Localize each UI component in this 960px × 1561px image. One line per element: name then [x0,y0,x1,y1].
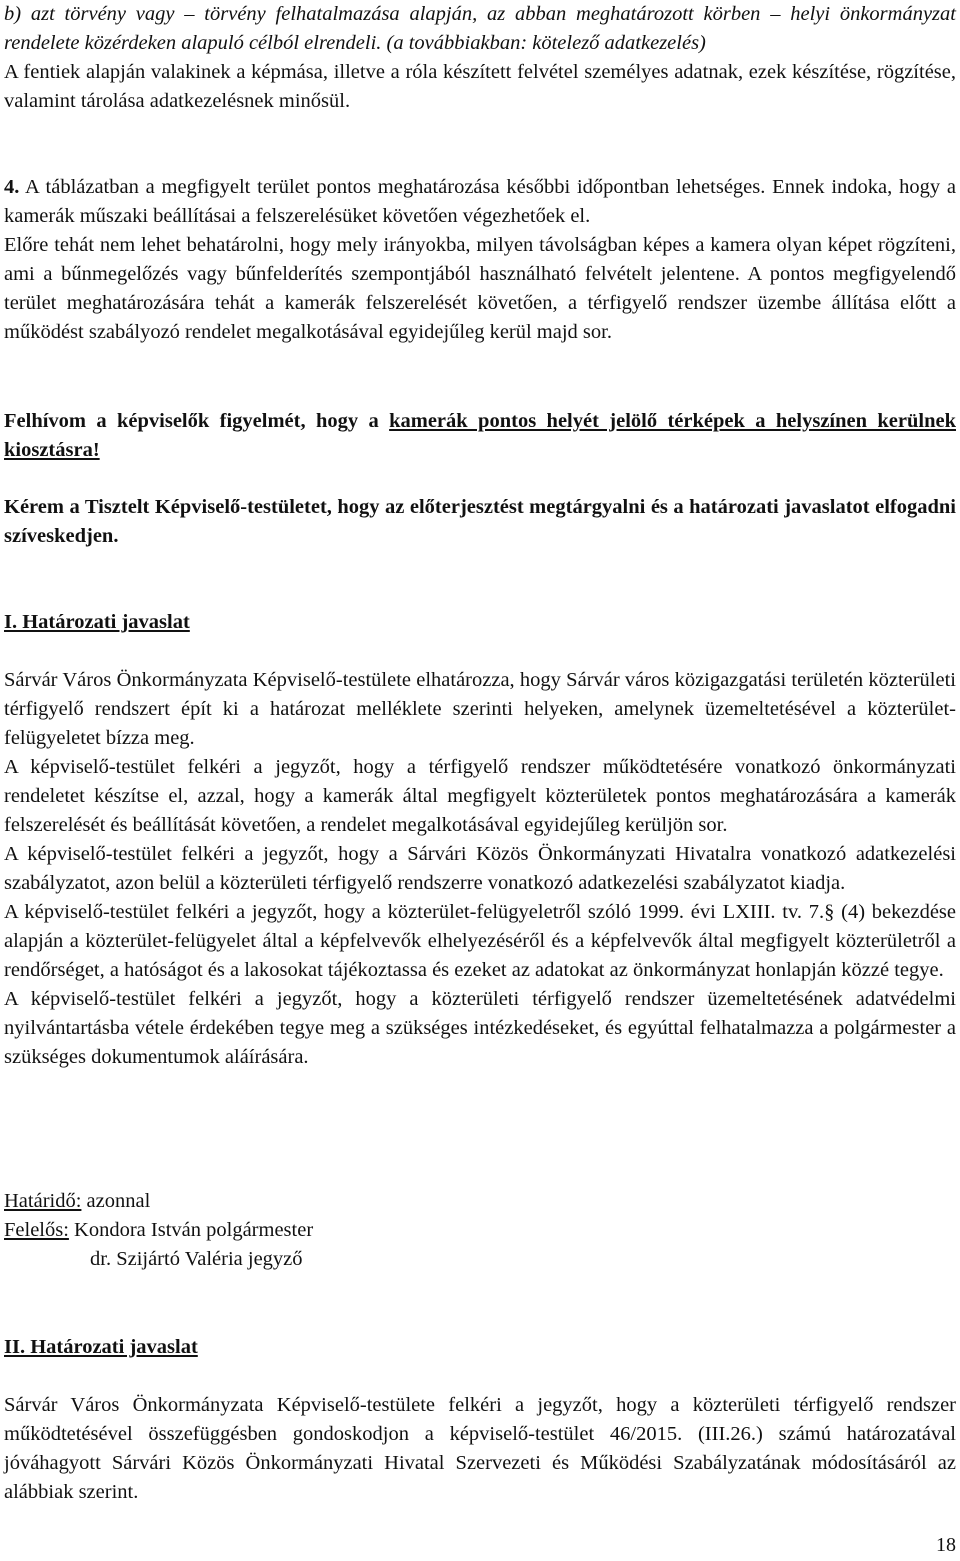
deadline-label: Határidő: [4,1190,82,1212]
proposal-2-body [4,1391,956,1507]
responsible-line-2: dr. Szijártó Valéria jegyző [90,1248,303,1270]
proposal-1-section [4,608,956,637]
proposal-1-paragraph-1: Sárvár Város Önkormányzata Képviselő-testülete elhatározza, hogy Sárvár város közigazgatási területén közterületi térfigyelő rendszert épít ki a határozat melléklete szerinti helyeken, amelynek üzemeltetésével a közterület-felügyeletet bízza meg. [4,669,956,749]
responsible-value: Kondora István polgármester [68,1219,314,1241]
proposal-1-paragraph-4: A képviselő-testület felkéri a jegyzőt, hogy a közterület-felügyeletről szóló 1999. évi LXIII. tv. 7.§ (4) bekezdése alapján a közterület-felügyelet által a képfelvevők elhelyezéséről és a képfelvevők által megfigyelt közterületről a rendőrséget, a hatóságot és a lakosokat tájékoztassa és ezeket az adatokat az önkormányzat honlapján közzé tegye. [4,901,956,981]
proposal-1-heading-text: I. Határozati javaslat [4,611,190,633]
deadline-responsible-block [4,1187,956,1274]
notice-section [4,407,956,465]
proposal-1-body [4,666,956,1072]
point-4-section [4,173,956,347]
notice-paragraph [4,407,956,465]
intro-section [4,0,956,116]
deadline-line [4,1187,956,1216]
paragraph-b: b) azt törvény vagy – törvény felhatalmazása alapján, az abban meghatározott körben – helyi önkormányzat rendelete közérdeken alapuló célból elrendeli. (a továbbiakban: kötelező adatkezelés) [4,3,956,54]
point-number: 4. [4,176,20,198]
point-4-text: A táblázatban a megfigyelt terület pontos meghatározása későbbi időpontban lehetséges. Ennek indoka, hogy a kamerák műszaki beállításai a felszerelésüket követően végezhetőek el. [4,176,956,227]
request-section [4,493,956,551]
proposal-1-heading [4,608,956,637]
notice-lead: Felhívom a képviselők figyelmét, hogy a [4,410,390,432]
proposal-1-paragraph-5: A képviselő-testület felkéri a jegyzőt, hogy a közterületi térfigyelő rendszer üzemeltetésének adatvédelmi nyilvántartásba vétele érdekében tegye meg a szükséges intézkedéseket, és egyúttal felhatalmazza a polgármester a szükséges dokumentumok aláírására. [4,988,956,1068]
proposal-2-heading-text: II. Határozati javaslat [4,1336,198,1358]
notice-underlined: kamerák pontos helyét jelölő térképek a helyszínen kerülnek kiosztásra! [4,410,956,461]
proposal-2-section [4,1333,956,1362]
page-number: 18 [936,1534,956,1556]
point-4-continuation: Előre tehát nem lehet behatárolni, hogy mely irányokba, milyen távolságban képes a kamera olyan képet rögzíteni, ami a bűnmegelőzés vagy bűnfelderítés szempontjából használható felvételt jelentene. A pontos megfigyelendő terület meghatározására tehát a kamerák felszerelését követően, a térfigyelő rendszer üzembe állítása előtt a működést szabályozó rendelet megalkotásával egyidejűleg kerül majd sor. [4,234,956,343]
summary-paragraph: A fentiek alapján valakinek a képmása, illetve a róla készített felvétel személyes adatnak, ezek készítése, rögzítése, valamint tárolása adatkezelésnek minősül. [4,61,956,112]
proposal-1-paragraph-2: A képviselő-testület felkéri a jegyzőt, hogy a térfigyelő rendszer működtetésére vonatkozó önkormányzati rendeletet készítse el, azzal, hogy a kamerák által megfigyelt közterületek pontos meghatározására a kamerák felszerelését és beállítását követően, a rendelet megalkotásával egyidejűleg kerüljön sor. [4,756,956,836]
responsible-label: Felelős: [4,1219,69,1241]
proposal-1-paragraph-3: A képviselő-testület felkéri a jegyzőt, hogy a Sárvári Közös Önkormányzati Hivatalra vonatkozó adatkezelési szabályzatot, azon belül a közterületi térfigyelő rendszerre vonatkozó adatkezelési szabályzatot kiadja. [4,843,956,894]
deadline-value: azonnal [81,1190,151,1212]
request-paragraph: Kérem a Tisztelt Képviselő-testületet, hogy az előterjesztést megtárgyalni és a határozati javaslatot elfogadni szíveskedjen. [4,496,956,547]
proposal-2-paragraph-1: Sárvár Város Önkormányzata Képviselő-testülete felkéri a jegyzőt, hogy a közterületi térfigyelő rendszer működtetésével összefüggésben gondoskodjon a képviselő-testület 46/2015. (III.26.) számú határozatával jóváhagyott Sárvári Közös Önkormányzati Hivatal Szervezeti és Működési Szabályzatának módosításáról az alábbiak szerint. [4,1394,956,1503]
point-4-paragraph [4,173,956,231]
responsible-line [4,1216,956,1245]
proposal-2-heading [4,1333,956,1362]
